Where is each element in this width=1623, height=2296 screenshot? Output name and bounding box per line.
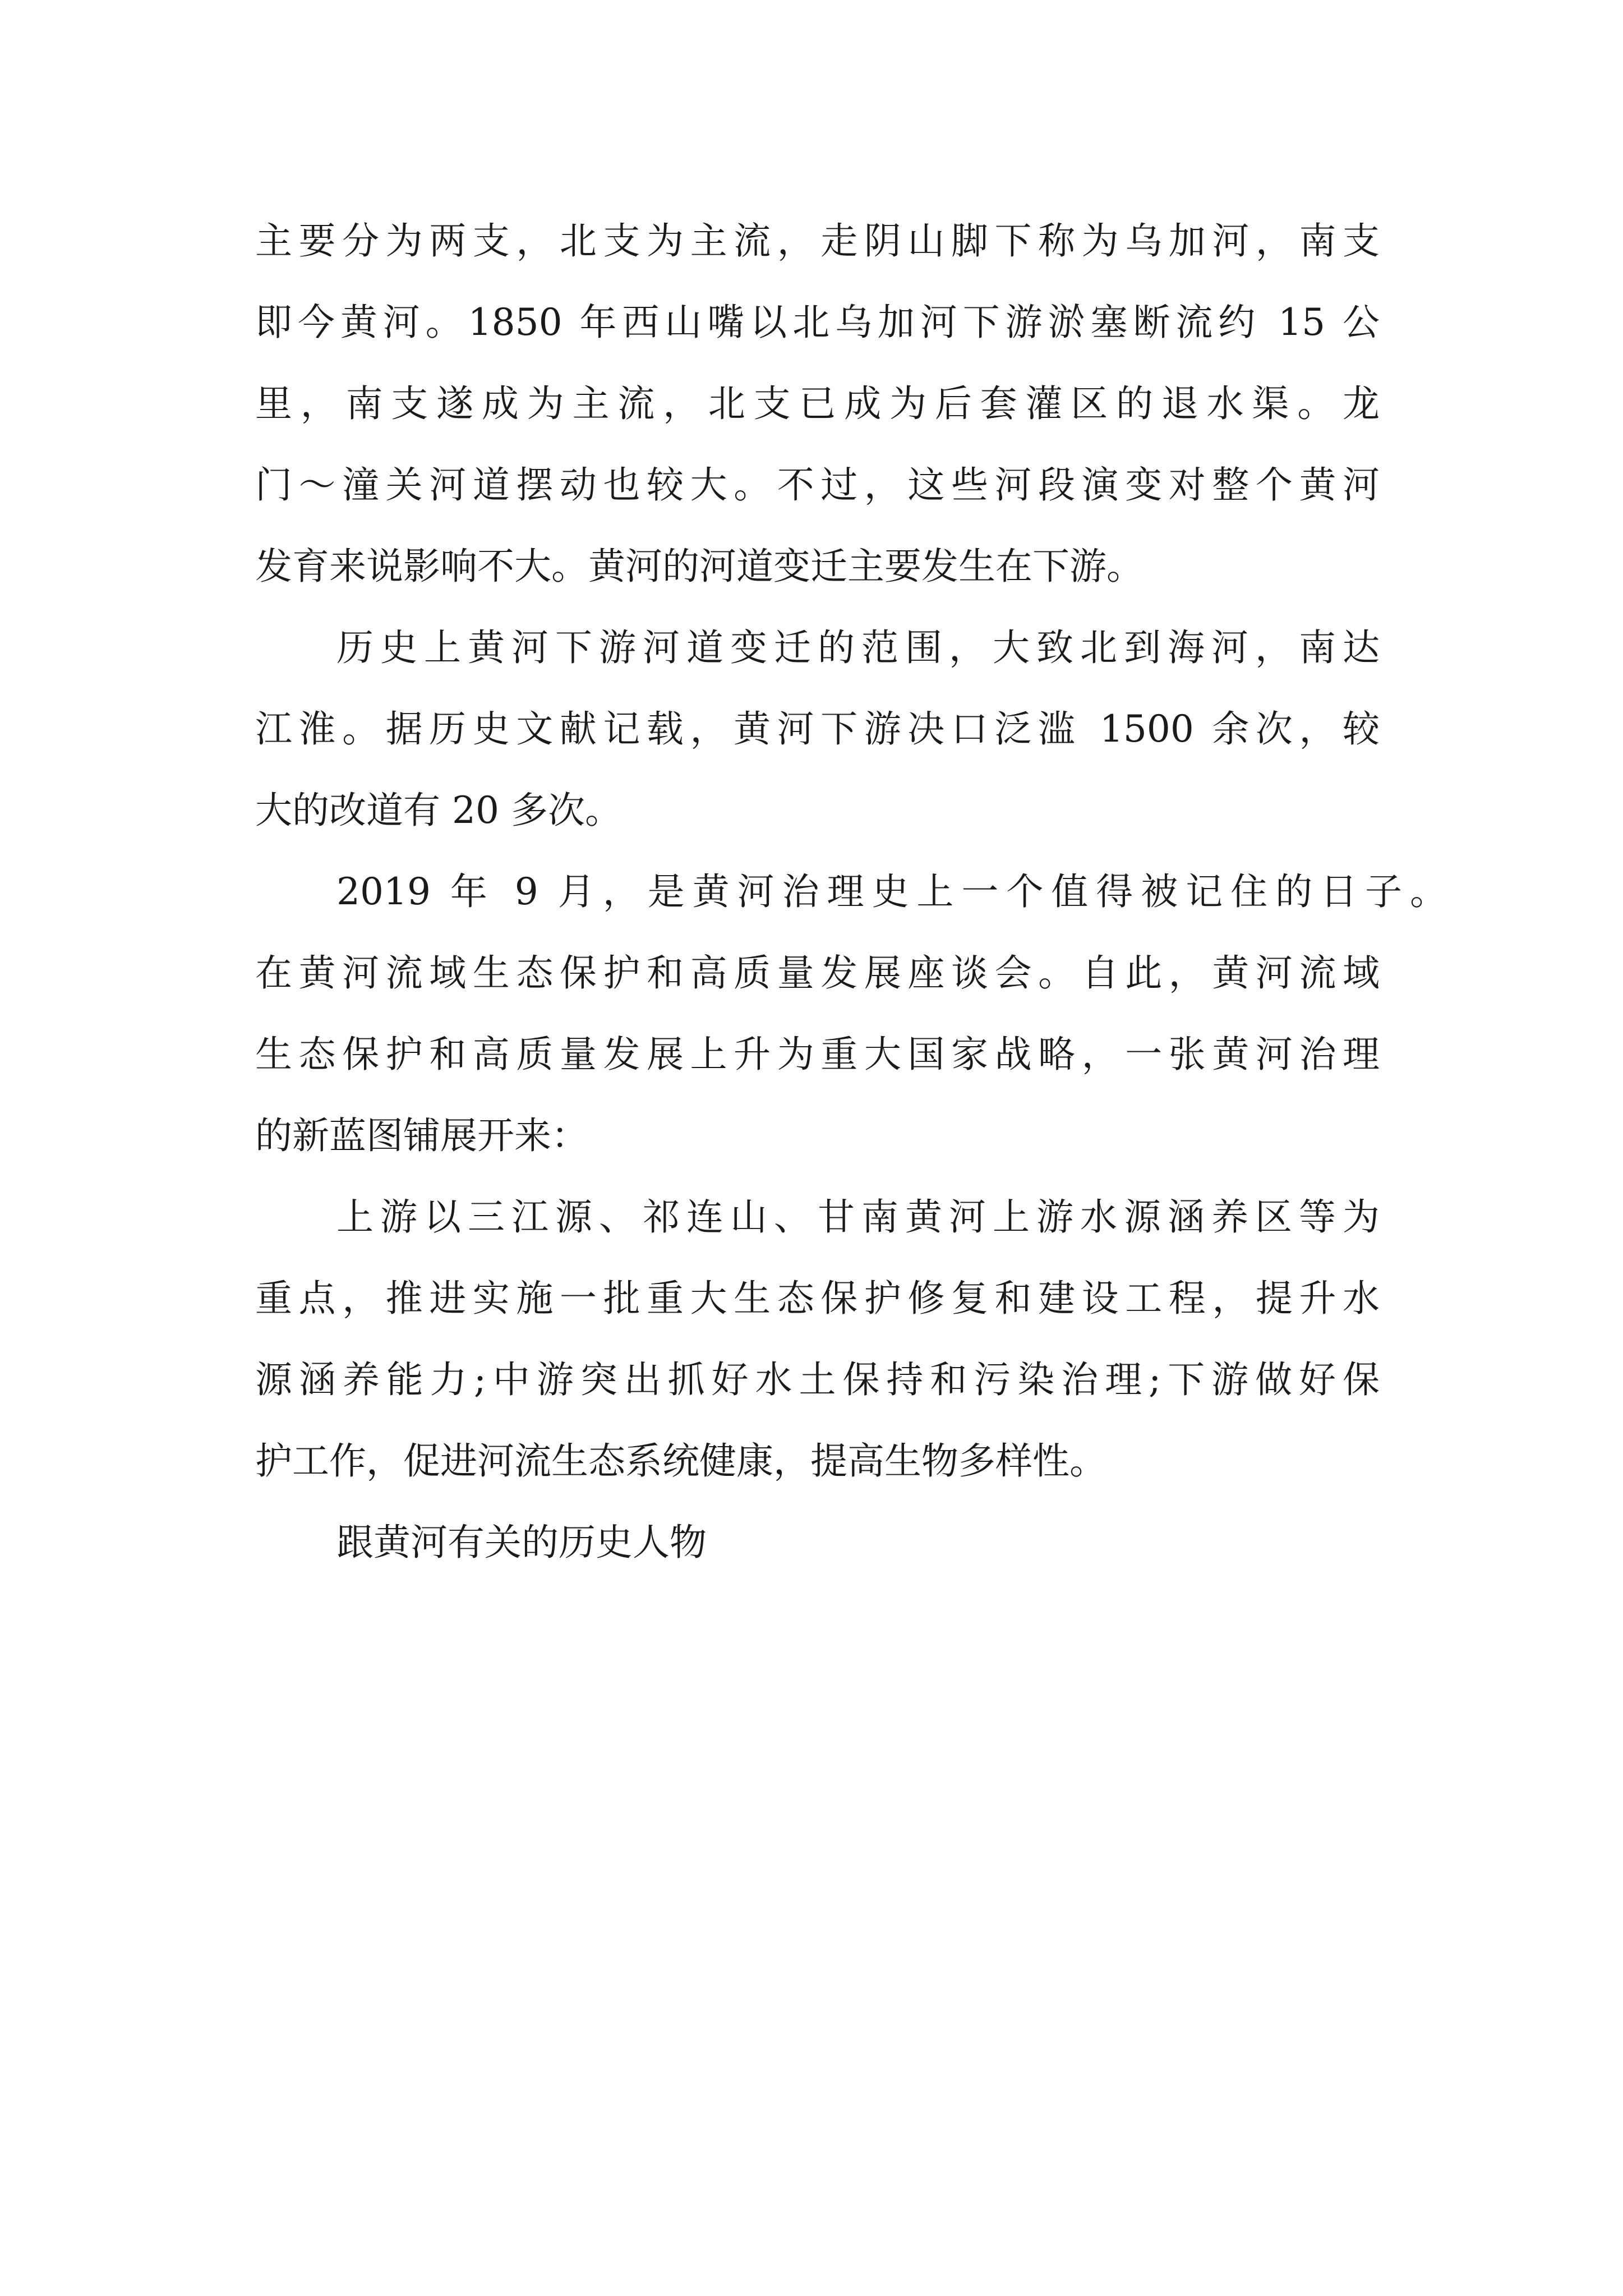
paragraph-4-line-3: 源涵养能力;中游突出抓好水土保持和污染治理;下游做好保 <box>255 1358 1380 1401</box>
paragraph-1-line-2: 即今黄河。1850 年西山嘴以北乌加河下游淤塞断流约 15 公 <box>255 301 1380 344</box>
paragraph-1-line-1: 主要分为两支，北支为主流，走阴山脚下称为乌加河，南支 <box>255 219 1380 263</box>
paragraph-4-line-4: 护工作，促进河流生态系统健康，提高生物多样性。 <box>255 1439 1106 1483</box>
paragraph-5-line-1: 跟黄河有关的历史人物 <box>336 1521 707 1564</box>
paragraph-3-line-3: 生态保护和高质量发展上升为重大国家战略，一张黄河治理 <box>255 1033 1380 1076</box>
paragraph-3-line-2: 在黄河流域生态保护和高质量发展座谈会。自此，黄河流域 <box>255 951 1380 995</box>
paragraph-4-line-1: 上游以三江源、祁连山、甘南黄河上游水源涵养区等为 <box>336 1195 1380 1239</box>
paragraph-1-line-5: 发育来说影响不大。黄河的河道变迁主要发生在下游。 <box>255 545 1144 588</box>
paragraph-1-line-4: 门～潼关河道摆动也较大。不过，这些河段演变对整个黄河 <box>255 463 1380 507</box>
paragraph-2-line-3: 大的改道有 20 多次。 <box>255 789 622 832</box>
paragraph-4-line-2: 重点，推进实施一批重大生态保护修复和建设工程，提升水 <box>255 1277 1380 1320</box>
paragraph-2-line-2: 江淮。据历史文献记载，黄河下游决口泛滥 1500 余次，较 <box>255 707 1380 751</box>
paragraph-1-line-3: 里，南支遂成为主流，北支已成为后套灌区的退水渠。龙 <box>255 382 1380 425</box>
paragraph-3-line-1: 2019 年 9 月，是黄河治理史上一个值得被记住的日子。 <box>336 870 1447 913</box>
paragraph-3-line-4: 的新蓝图铺展开来： <box>255 1114 588 1157</box>
paragraph-2-line-1: 历史上黄河下游河道变迁的范围，大致北到海河，南达 <box>336 626 1380 669</box>
